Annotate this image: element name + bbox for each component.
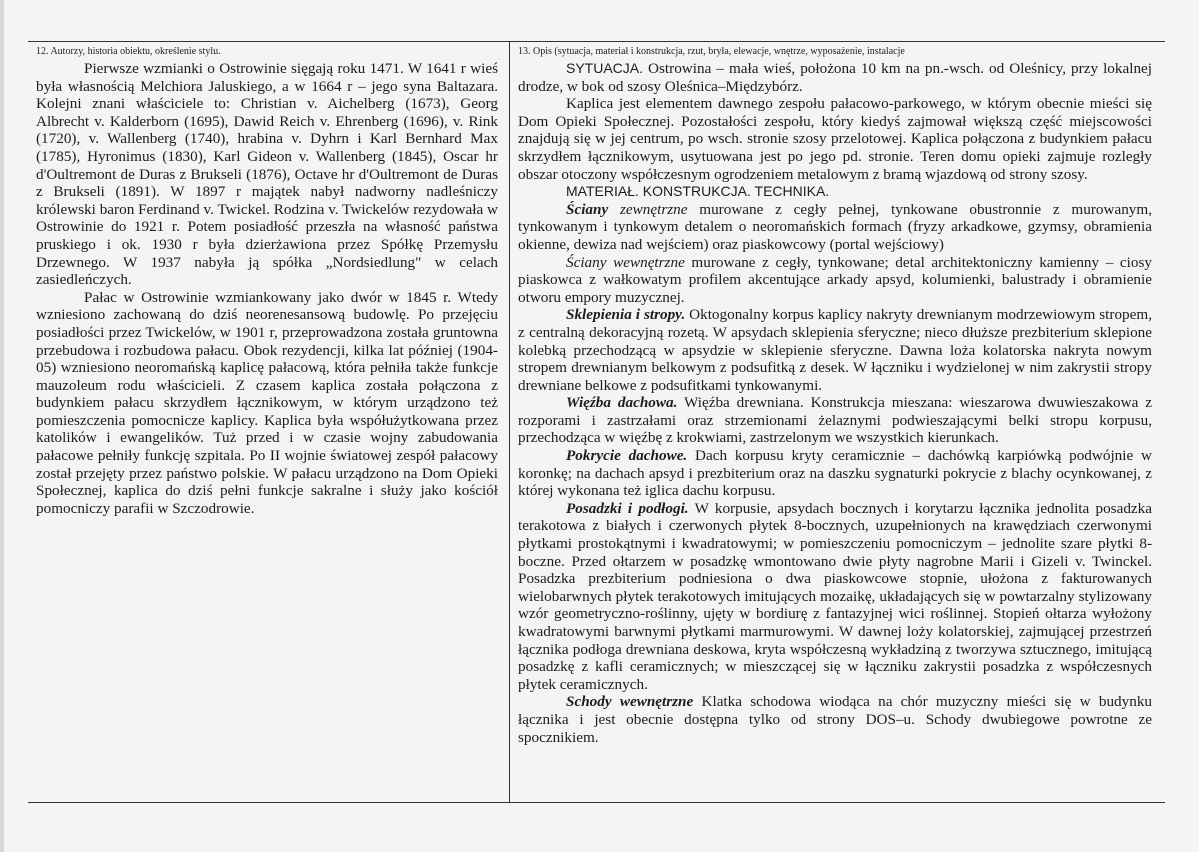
floors-paragraph	[518, 500, 1152, 694]
situation-text: Ostrowina – mała wieś, położona 10 km na pn.-wsch. od Oleśnicy, przy lokalnej drodze, w bok od szosy Oleśnica–Międzybórz.	[518, 60, 1152, 95]
roofing-keyword: Pokrycie dachowe.	[566, 447, 688, 465]
column-divider	[509, 41, 510, 803]
roofing-paragraph	[518, 447, 1152, 500]
situation-title: SYTUACJA.	[566, 60, 644, 76]
floors-keyword: Posadzki i podłogi.	[566, 499, 689, 517]
inner-walls-keyword: Ściany wewnętrzne	[566, 253, 685, 271]
walls-paragraph	[518, 201, 1152, 254]
description-header: 13. Opis (sytuacja, materiał i konstrukcja, rzut, bryła, elewacje, wnętrze, wyposażenie, instalacje	[518, 46, 905, 57]
description-column	[518, 46, 1152, 746]
walls-keyword: Ściany	[566, 200, 609, 218]
walls-text: murowane z cegły pełnej, tynkowane obustronnie z murowanym, tynkowanym i tynkowym detalem o neoromańskich formach (fryzy arkadkowe, gzymsy, obramienia okienne, dewiza nad wejściem) oraz piaskowcowy (portal wejściowy)	[518, 200, 1152, 253]
bottom-rule	[28, 802, 1165, 803]
history-paragraph-palace: Pałac w Ostrowinie wzmiankowany jako dwór w 1845 r. Wtedy wzniesiono zachowaną do dziś neorenesansową budowlę. Po przejęciu posiadłości przez Twickelów, w 1901 r, przeprowadzona została gruntowna przebudowa i rozbudowa pałacu. Obok rezydencji, kilka lat później (1904-05) wzniesiono neoromańską kaplicę pałacową, która pełniła także funkcje mauzoleum rodu właścicieli. Z czasem kaplica została połączona z budynkiem pałacu skrzydłem łącznikowym, w którym urządzono też pomieszczenia pomocnicze kaplicy. Kaplica była współużytkowana przez katolików i ewangelików. Tuż przed i w czasie wojny zabudowania pałacowe pełniły funkcję szpitala. Po II wojnie światowej zespół pałacowy został przejęty przez państwo polskie. W pałacu urządzono na Dom Opieki Społecznej, kaplica do dziś pełni funkcje sakralne i służy jako kościół pomocniczy parafii w Szczodrowie.	[36, 288, 498, 517]
roof-truss-paragraph	[518, 394, 1152, 447]
roof-truss-text: Więźba drewniana. Konstrukcja mieszana: wieszarowa dwuwieszakowa z rozporami i zastrzałami oraz strzemionami żelaznymi podwieszającymi belki stropu korpusu, przechodząca w więźbę z krokwiami, zastrzelonym we wszystkich kierunkach.	[518, 394, 1152, 447]
stairs-paragraph	[518, 693, 1152, 746]
vaults-paragraph	[518, 306, 1152, 394]
material-title: MATERIAŁ. KONSTRUKCJA. TECHNIKA.	[566, 183, 830, 200]
material-title-line	[518, 183, 1152, 201]
vaults-keyword: Sklepienia i stropy.	[566, 306, 686, 324]
complex-paragraph: Kaplica jest elementem dawnego zespołu pałacowo-parkowego, w którym obecnie mieści się Dom Opieki Społecznej. Pozostałości zespołu, który kiedyś zajmował większą część miejscowości znajdują się w jej centrum, po wsch. stronie szosy przelotowej. Kaplica połączona z budynkiem pałacu skrzydłem łącznikowym, usytuowana jest po jego pd. stronie. Teren domu opieki zajmuje rozległy obszar otoczony współczesnym ogrodzeniem metalowym z bramą wjazdową od strony szosy.	[518, 95, 1152, 183]
history-paragraph-owners: Pierwsze wzmianki o Ostrowinie sięgają roku 1471. W 1641 r wieś była własnością Melchiora Jaluskiego, a w 1664 r – jego syna Baltazara. Kolejni znani właściciele to: Christian v. Aichelberg (1673), Georg Albrecht v. Kalderborn (1695), Dawid Reich v. Ehrenberg (1696), v. Rink (1720), v. Wallenberg (1740), hrabina v. Dyhrn i Karl Bernhard Max (1785), Hyronimus (1830), Karl Gideon v. Wallenberg (1845), Oscar hr d'Oultremont de Duras z Brukseli (1876), Octave hr d'Oultremont de Duras z Brukseli (1891). W 1897 r majątek nabył nadworny nadleśniczy królewski baron Ferdinand v. Twickel. Rodzina v. Twickelów rezydowała w Ostrowinie do 1921 r. Potem posiadłość przeszła na własność państwa pruskiego i ok. 1930 r była dzierżawiona przez Spółkę Przemysłu Drzewnego. W 1937 nabyła ją spółka „Nordsiedlung" w celach zasiedleńczych.	[36, 60, 498, 289]
stairs-keyword: Schody wewnętrzne	[566, 693, 694, 711]
roofing-text: Dach korpusu kryty ceramicznie – dachówką karpiówką podwójnie w koronkę; na dachach apsyd i prezbiterium oraz na daszku sygnaturki pokrycie z blachy ocynkowanej, z której wykonana też iglica dachu korpusu.	[518, 447, 1152, 500]
walls-keyword-2: zewnętrzne	[608, 200, 688, 218]
history-column	[36, 46, 498, 517]
floors-text: W korpusie, apsydach bocznych i korytarzu łącznika jednolita posadzka terakotowa z białych i czerwonych płytek 8-bocznych, uzupełnionych na krawędziach czerwonymi płytkami prostokątnymi i kwadratowymi; w pomieszczeniu pomocniczym – jednolite szare płytki 8-boczne. Przed ołtarzem w posadzkę wmontowano dwie płyty nagrobne Marii i Gizeli v. Twinckel. Posadzka prezbiterium podniesiona o dwa piaskowcowe stopnie, ułożona z fakturowanych wielobarwnych płytek terakotowych imitujących mozaikę, układających się w powtarzalny stylizowany wzór geometryczno-roślinny, ujęty w bordiurę z fantazyjnej wici roślinnej. Stopień ołtarza wyłożony kwadratowymi barwnymi płytkami marmurowymi. W dawnej loży kolatorskiej, zajmującej przestrzeń łącznika podłoga drewniana deskowa, kryta współczesną wykładziną z tworzywa sztucznego, imitującą posadzkę z kafli ceramicznych; w mieszczącej się w łączniku zakrystii posadzka z współczesnych płytek ceramicznych.	[518, 499, 1152, 693]
stairs-text: Klatka schodowa wiodąca na chór muzyczny mieści się w budynku łącznika i jest obecnie dostępna tylko od strony DOS–u. Schody dwubiegowe powrotne ze spocznikiem.	[518, 693, 1153, 746]
inner-walls-text: murowane z cegły, tynkowane; detal architektoniczny kamienny – ciosy piaskowca z wałkowatym profilem akcentujące arkady apsyd, kolumienki, balustrady i obramienie otworu empory muzycznej.	[518, 253, 1152, 306]
situation-paragraph	[518, 60, 1152, 95]
roof-truss-keyword: Więźba dachowa.	[566, 394, 678, 412]
top-rule	[28, 41, 1165, 42]
history-header: 12. Autorzy, historia obiektu, określenie stylu.	[36, 46, 221, 57]
inner-walls-paragraph	[518, 254, 1152, 307]
page-edge	[0, 0, 4, 852]
vaults-text: Oktogonalny korpus kaplicy nakryty drewnianym modrzewiowym stropem, z centralną dekoracyjną rozetą. W apsydach sklepienia sferyczne; nieco dłuższe prezbiterium sklepione kolebką przechodzącą w apsydzie w sklepienie sferyczne. Dawna loża kolatorska nakryta nowym stropem drewnianym belkowym z podsufitką z desek. W łączniku i wydzielonej w nim zakrystii stropy drewniane belkowe z podsufitkami tynkowanymi.	[518, 306, 1152, 394]
